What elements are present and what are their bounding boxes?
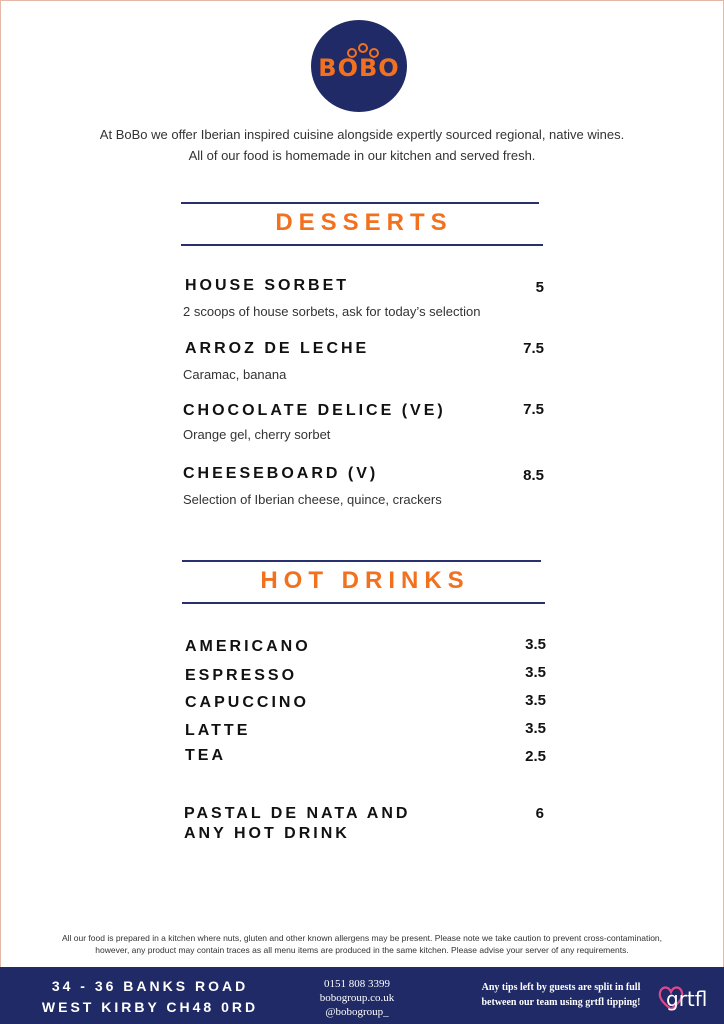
tips-notice bbox=[468, 980, 654, 1010]
drink-price: 3.5 bbox=[525, 692, 546, 709]
tips-line-2: between our team using grtfl tipping! bbox=[481, 997, 641, 1008]
combo-line-2: ANY HOT DRINK bbox=[184, 825, 350, 842]
dessert-desc: Caramac, banana bbox=[183, 367, 287, 382]
address-line-1: 34 - 36 BANKS ROAD bbox=[51, 978, 249, 994]
footer-bar bbox=[0, 967, 724, 1024]
dessert-price: 7.5 bbox=[523, 340, 544, 357]
dessert-price: 7.5 bbox=[523, 401, 544, 418]
hot-drinks-bottom-rule bbox=[182, 602, 545, 604]
drink-name: TEA bbox=[185, 747, 226, 764]
desserts-bottom-rule bbox=[181, 244, 543, 246]
drink-price: 3.5 bbox=[525, 664, 546, 681]
grtfl-text: grtfl bbox=[666, 987, 708, 1011]
drink-price: 3.5 bbox=[525, 720, 546, 737]
logo-text: BOBO bbox=[318, 54, 400, 82]
drink-name: CAPUCCINO bbox=[185, 694, 309, 711]
dessert-price: 5 bbox=[535, 279, 544, 296]
desserts-top-rule bbox=[181, 202, 539, 204]
dessert-price: 8.5 bbox=[523, 467, 544, 484]
allergen-notice bbox=[12, 932, 712, 956]
bobo-logo bbox=[311, 20, 407, 112]
tips-line-1: Any tips left by guests are split in full bbox=[481, 982, 641, 993]
address bbox=[30, 976, 270, 1018]
drink-name: AMERICANO bbox=[185, 638, 311, 655]
dessert-name: HOUSE SORBET bbox=[185, 277, 350, 294]
dessert-name: ARROZ DE LECHE bbox=[185, 340, 370, 357]
intro-line-1: At BoBo we offer Iberian inspired cuisine alongside expertly sourced regional, native wines. bbox=[99, 127, 625, 142]
combo-price: 6 bbox=[535, 805, 544, 822]
intro-text bbox=[40, 124, 684, 166]
social-handle[interactable]: @bobogroup_ bbox=[325, 1006, 389, 1018]
desserts-title: DESSERTS bbox=[275, 209, 453, 236]
hot-drinks-top-rule bbox=[182, 560, 541, 562]
grtfl-badge bbox=[656, 981, 718, 1015]
contact-info bbox=[300, 977, 414, 1019]
combo-offer-name bbox=[184, 804, 444, 844]
drink-price: 3.5 bbox=[525, 636, 546, 653]
dessert-desc: Orange gel, cherry sorbet bbox=[183, 427, 331, 442]
dessert-name: CHEESEBOARD (V) bbox=[183, 465, 379, 482]
intro-line-2: All of our food is homemade in our kitchen and served fresh. bbox=[188, 148, 536, 163]
dessert-name: CHOCOLATE DELICE (VE) bbox=[183, 402, 446, 419]
website-link[interactable]: bobogroup.co.uk bbox=[319, 992, 395, 1004]
combo-line-1: PASTAL DE NATA AND bbox=[184, 805, 411, 822]
allergen-line-2: however, any product may contain traces as all menu items are produced in the same kitchen. Please advise your server of any requirements. bbox=[95, 945, 629, 955]
dessert-desc: Selection of Iberian cheese, quince, crackers bbox=[183, 492, 442, 507]
drink-name: LATTE bbox=[185, 722, 251, 739]
address-line-2: WEST KIRBY CH48 0RD bbox=[41, 999, 259, 1015]
phone-number: 0151 808 3399 bbox=[324, 978, 390, 990]
dessert-desc: 2 scoops of house sorbets, ask for today’s selection bbox=[183, 304, 481, 319]
allergen-line-1: All our food is prepared in a kitchen where nuts, gluten and other known allergens may be present. Please note we take caution to prevent cross-contamination, bbox=[61, 933, 663, 943]
drink-price: 2.5 bbox=[525, 748, 546, 765]
hot-drinks-title: HOT DRINKS bbox=[260, 567, 470, 594]
drink-name: ESPRESSO bbox=[185, 667, 298, 684]
